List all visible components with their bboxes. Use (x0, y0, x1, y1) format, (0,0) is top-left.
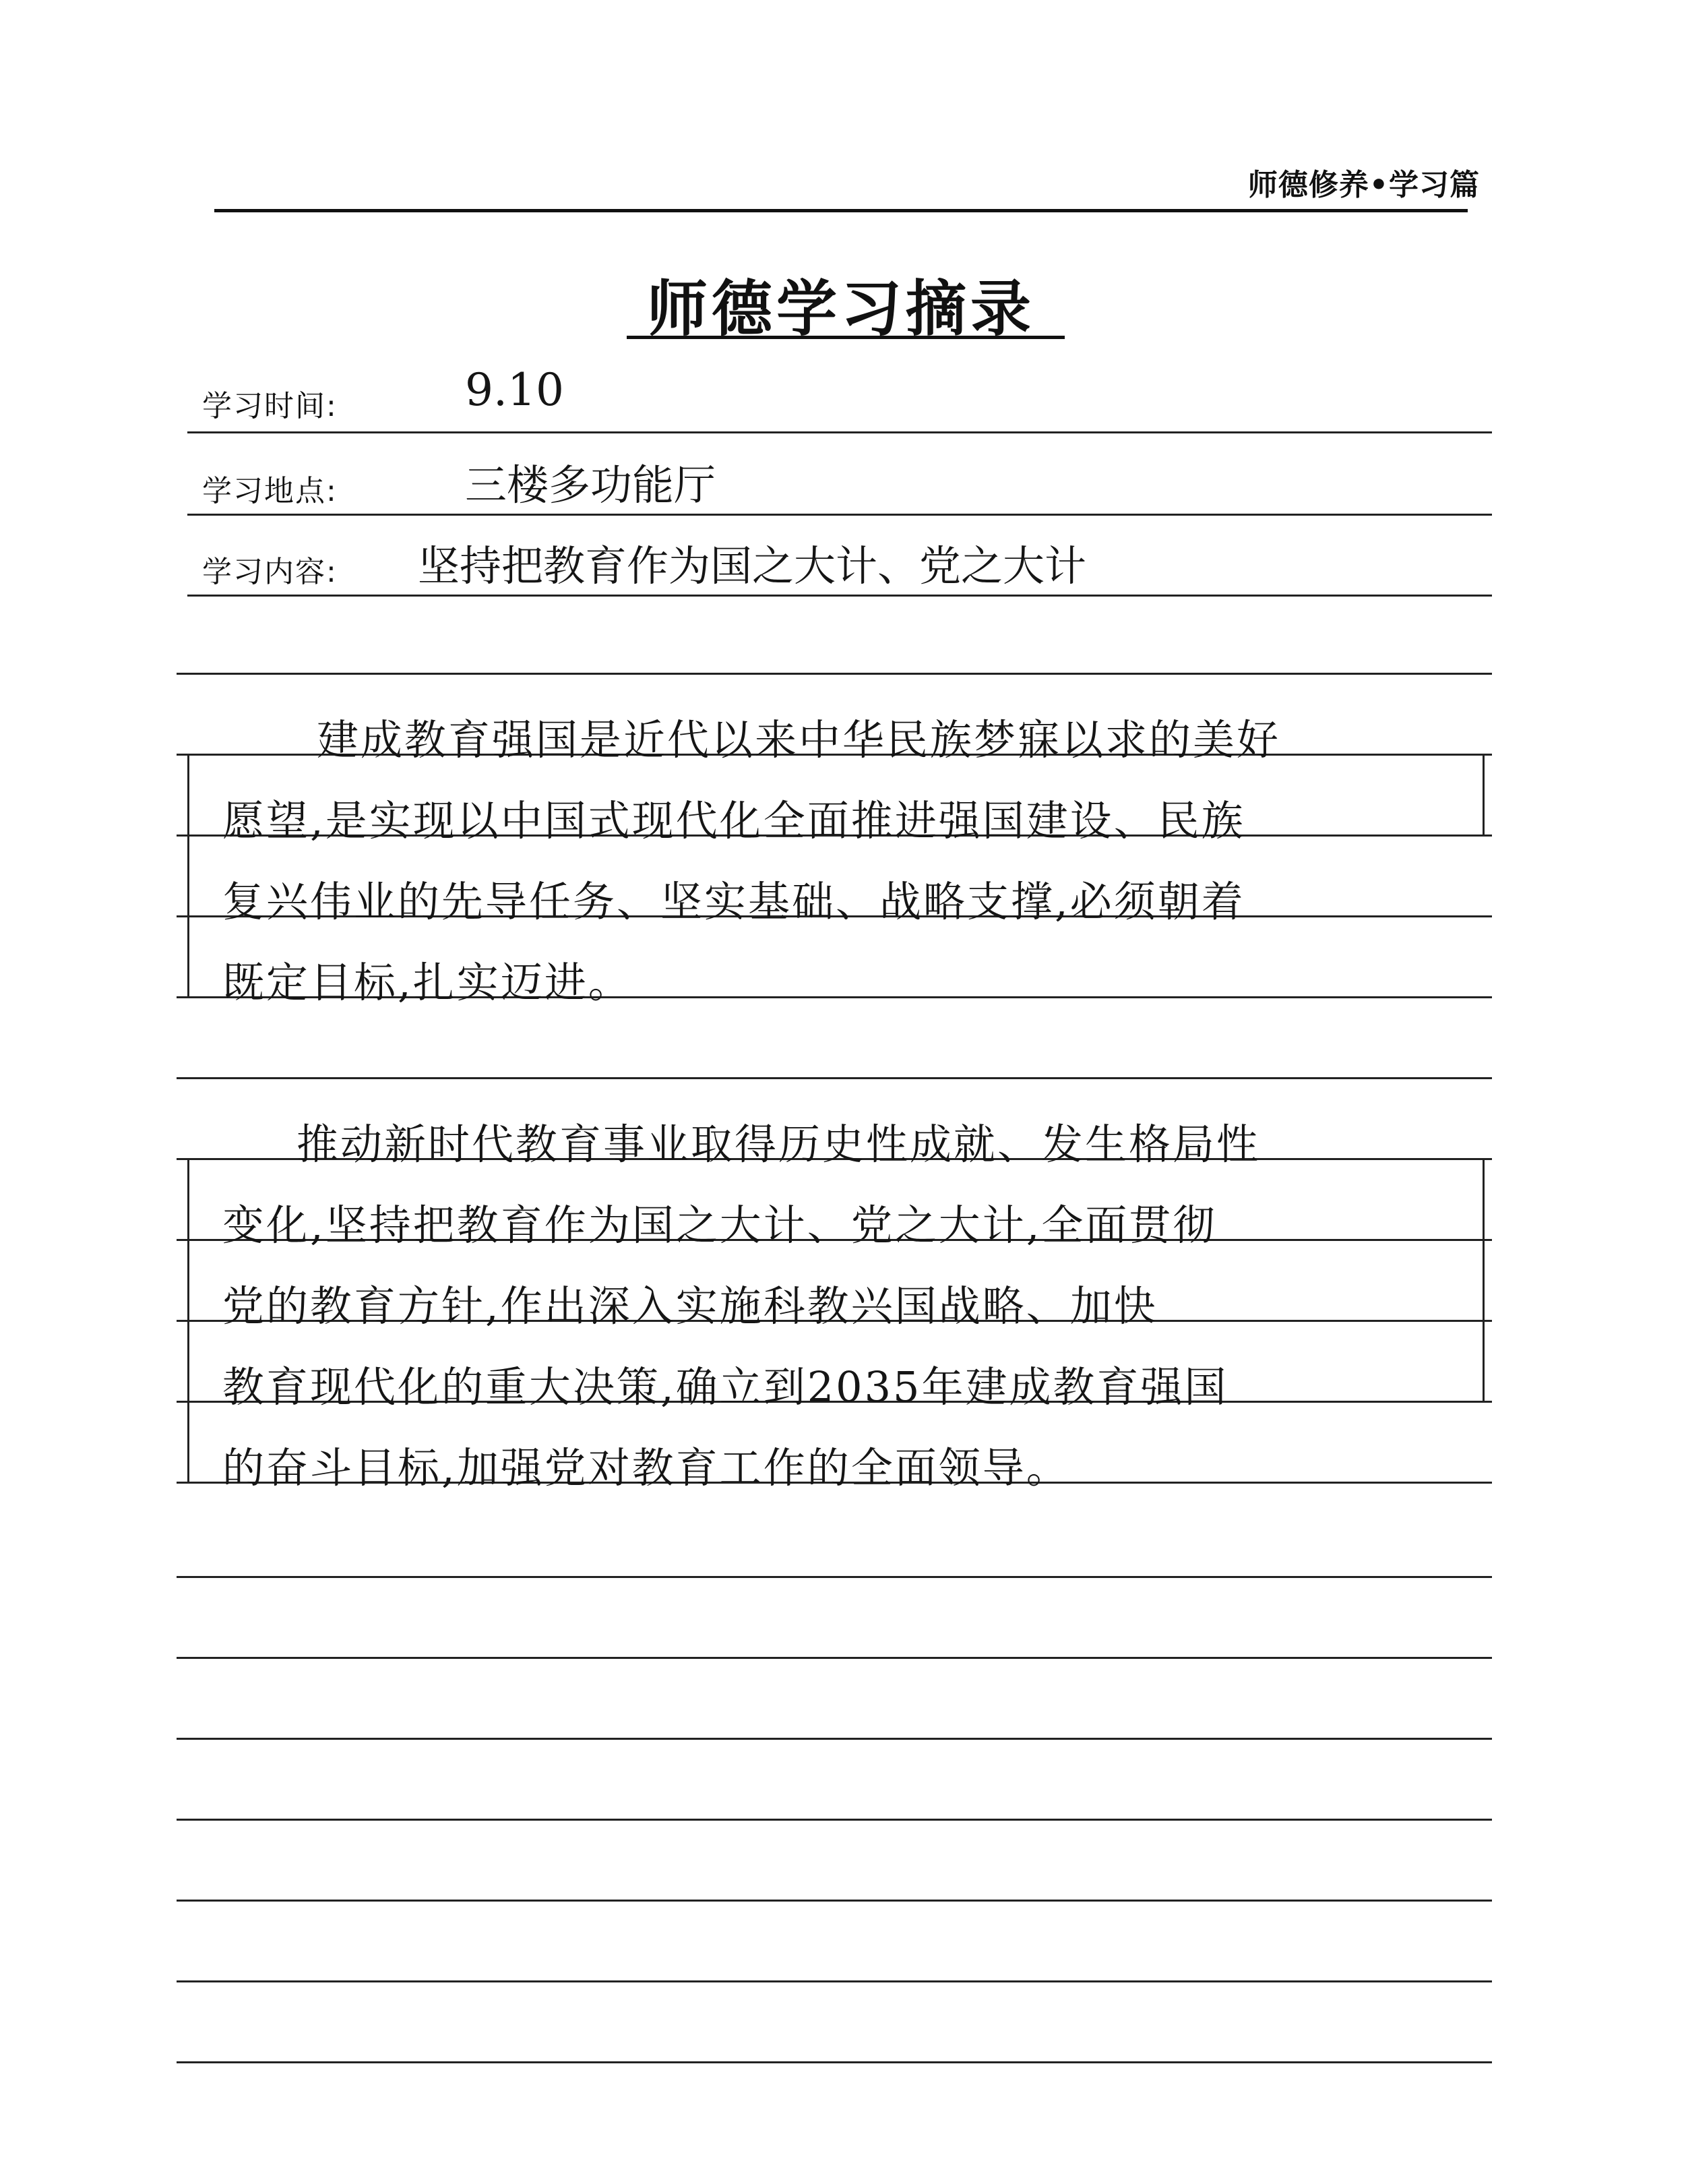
ruled-line (187, 595, 1492, 597)
study-time-value: 9.10 (465, 364, 564, 416)
ruled-line (177, 1657, 1492, 1659)
study-time-label: 学习时间: (202, 389, 338, 423)
ruled-line (177, 1576, 1492, 1578)
margin-stroke (187, 754, 189, 996)
ruled-line (177, 2061, 1492, 2063)
header-rule (214, 209, 1468, 212)
ruled-line (177, 1980, 1492, 1982)
paragraph-1-line: 建成教育强国是近代以来中华民族梦寐以求的美好 (317, 715, 1281, 764)
paragraph-1-line: 愿望,是实现以中国式现代化全面推进强国建设、民族 (222, 796, 1245, 845)
page-title: 师德学习摘录 (647, 274, 1035, 344)
ruled-line (177, 1077, 1492, 1079)
margin-stroke (1483, 1158, 1485, 1401)
ruled-line (177, 1900, 1492, 1902)
paragraph-1-line: 既定目标,扎实迈进。 (222, 958, 632, 1007)
paragraph-2-line: 的奋斗目标,加强党对教育工作的全面领导。 (222, 1443, 1070, 1492)
paragraph-2-line: 推动新时代教育事业取得历史性成就、发生格局性 (297, 1120, 1261, 1169)
ruled-line (177, 1738, 1492, 1740)
ruled-line (177, 673, 1492, 675)
ruled-line (187, 514, 1492, 516)
title-underline (627, 336, 1065, 339)
paragraph-1-line: 复兴伟业的先导任务、坚实基础、战略支撑,必须朝着 (222, 877, 1245, 926)
study-place-value: 三楼多功能厅 (465, 460, 716, 510)
study-content-label: 学习内容: (202, 555, 338, 589)
ruled-line (187, 431, 1492, 433)
study-content-value: 坚持把教育作为国之大计、党之大计 (418, 541, 1087, 590)
study-place-label: 学习地点: (202, 474, 338, 508)
paragraph-2-line: 党的教育方针,作出深入实施科教兴国战略、加快 (222, 1281, 1158, 1331)
margin-stroke (187, 1158, 189, 1482)
ruled-line (177, 1819, 1492, 1821)
margin-stroke (1483, 754, 1485, 835)
section-header: 师德修养•学习篇 (1247, 168, 1480, 202)
paragraph-2-line: 教育现代化的重大决策,确立到2035年建成教育强国 (222, 1362, 1228, 1412)
paragraph-2-line: 变化,坚持把教育作为国之大计、党之大计,全面贯彻 (222, 1201, 1217, 1250)
